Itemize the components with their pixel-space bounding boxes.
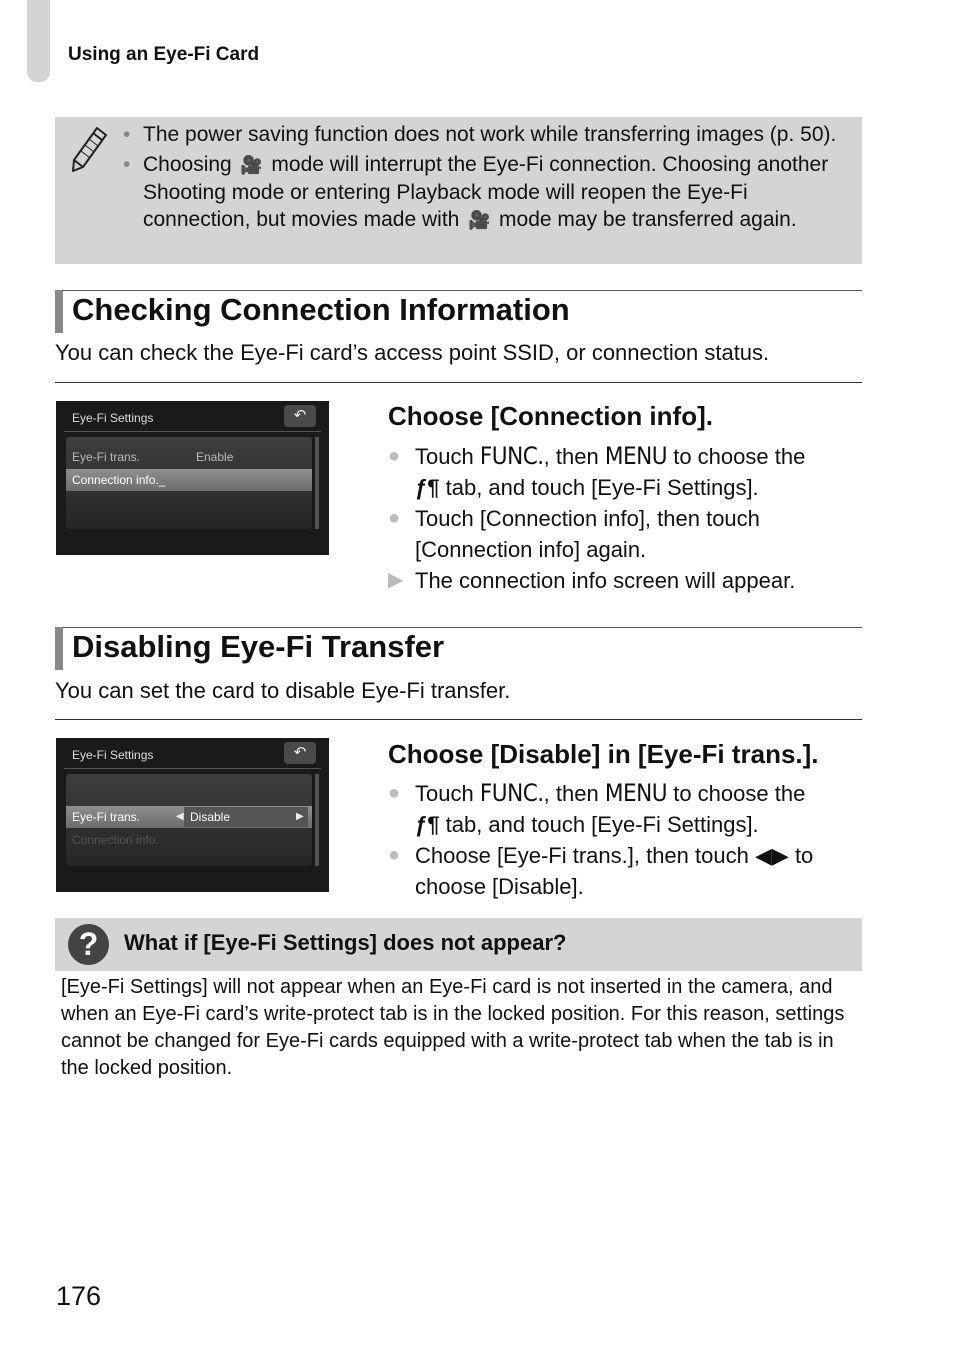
bullet-circle-icon: ● <box>388 782 401 804</box>
row-value: Disable <box>190 810 231 824</box>
left-arrow-icon[interactable]: ◀ <box>176 811 184 822</box>
screen-separator <box>64 431 321 432</box>
page-tab-marker <box>27 0 50 82</box>
question-icon: ? <box>68 924 109 965</box>
row-label: Connection info._ <box>72 473 166 487</box>
faq-title: What if [Eye-Fi Settings] does not appear? <box>124 930 567 955</box>
screen-title: Eye-Fi Settings <box>72 411 154 425</box>
bullet-circle-icon: ● <box>388 445 401 467</box>
camera-screen-eyefi-trans <box>56 738 329 892</box>
step-list <box>388 778 862 902</box>
menu-row-eyefi-trans[interactable] <box>66 446 312 468</box>
note-list <box>123 121 858 237</box>
bullet-circle-icon: ● <box>388 507 401 529</box>
pencil-icon <box>69 125 109 173</box>
menu-button-glyph: MENU <box>604 442 668 470</box>
running-header: Using an Eye-Fi Card <box>68 44 260 65</box>
section-bar <box>55 290 63 333</box>
screen-scrollbar[interactable] <box>315 774 319 866</box>
section-title: Disabling Eye-Fi Transfer <box>72 629 445 664</box>
menu-row-eyefi-trans[interactable] <box>66 806 312 828</box>
step-list <box>388 441 862 596</box>
value-selector[interactable] <box>176 807 308 827</box>
back-icon[interactable]: ↶ <box>284 405 316 427</box>
movie-mode-icon: 🎥 <box>240 155 263 175</box>
right-arrow-icon[interactable]: ▶ <box>296 811 304 822</box>
tools-tab-icon: ƒ¶ <box>415 812 440 837</box>
camera-screen-connection-info <box>56 401 329 555</box>
row-value: Enable <box>196 450 234 464</box>
note-item <box>123 121 858 148</box>
note-item <box>123 151 858 234</box>
step-title: Choose [Disable] in [Eye-Fi trans.]. <box>388 739 819 769</box>
menu-button-glyph: MENU <box>604 779 668 807</box>
step-title: Choose [Connection info]. <box>388 401 713 431</box>
divider <box>55 382 862 383</box>
section-rule <box>55 627 862 628</box>
screen-separator <box>64 768 321 769</box>
screen-scrollbar[interactable] <box>315 437 319 529</box>
row-label: Connection info. <box>72 833 159 847</box>
step-bullet: ● Touch [Connection info], then touch [Connection info] again. <box>388 503 862 565</box>
back-icon[interactable]: ↶ <box>284 742 316 764</box>
page-number: 176 <box>56 1281 102 1311</box>
section-intro: You can set the card to disable Eye-Fi transfer. <box>55 678 511 703</box>
step-bullet: ● Touch FUNC., then MENU to choose the ƒ¶ tab, and touch [Eye-Fi Settings]. <box>388 442 806 500</box>
step-bullet: ● Choose [Eye-Fi trans.], then touch ◀▶ to choose [Disable]. <box>388 840 862 902</box>
note-text: The power saving function does not work while transferring images (p. 50). <box>143 123 837 146</box>
func-button-glyph: FUNC. <box>479 442 544 470</box>
section-bar <box>55 627 63 670</box>
note-box <box>55 117 862 264</box>
left-right-arrows-icon: ◀▶ <box>754 843 789 868</box>
bullet-circle-icon: ● <box>388 844 401 866</box>
note-text: mode may be transferred again. <box>499 208 797 231</box>
row-label: Eye-Fi trans. <box>72 450 141 464</box>
faq-box <box>55 918 862 971</box>
section-title: Checking Connection Information <box>72 292 570 327</box>
step-result: ▶ The connection info screen will appear. <box>388 565 862 596</box>
section-intro: You can check the Eye-Fi card’s access point SSID, or connection status. <box>55 340 770 365</box>
divider <box>55 719 862 720</box>
note-text: Choosing <box>143 153 232 176</box>
section-rule <box>55 290 862 291</box>
tools-tab-icon: ƒ¶ <box>415 475 440 500</box>
menu-row-connection-info <box>66 829 312 851</box>
menu-row-connection-info[interactable] <box>66 469 312 491</box>
result-triangle-icon: ▶ <box>388 569 404 591</box>
step-bullet: ● Touch FUNC., then MENU to choose the ƒ¶ tab, and touch [Eye-Fi Settings]. <box>388 779 806 837</box>
func-button-glyph: FUNC. <box>479 779 544 807</box>
movie-mode-icon: 🎥 <box>467 210 491 230</box>
row-label: Eye-Fi trans. <box>72 810 141 824</box>
note-text: mode will interrupt the Eye-Fi connection. Choosing another Shooting mode or entering Playback mode will reopen the Eye-Fi connection, but movies made with <box>143 153 829 231</box>
screen-title: Eye-Fi Settings <box>72 748 154 762</box>
faq-body: [Eye-Fi Settings] will not appear when an Eye-Fi card is not inserted in the camera, and when an Eye-Fi card’s write-protect tab is in the locked position. For this reason, settings cannot be changed for Eye-Fi cards equipped with a write-protect tab when the tab is in the locked position. <box>61 976 845 1079</box>
